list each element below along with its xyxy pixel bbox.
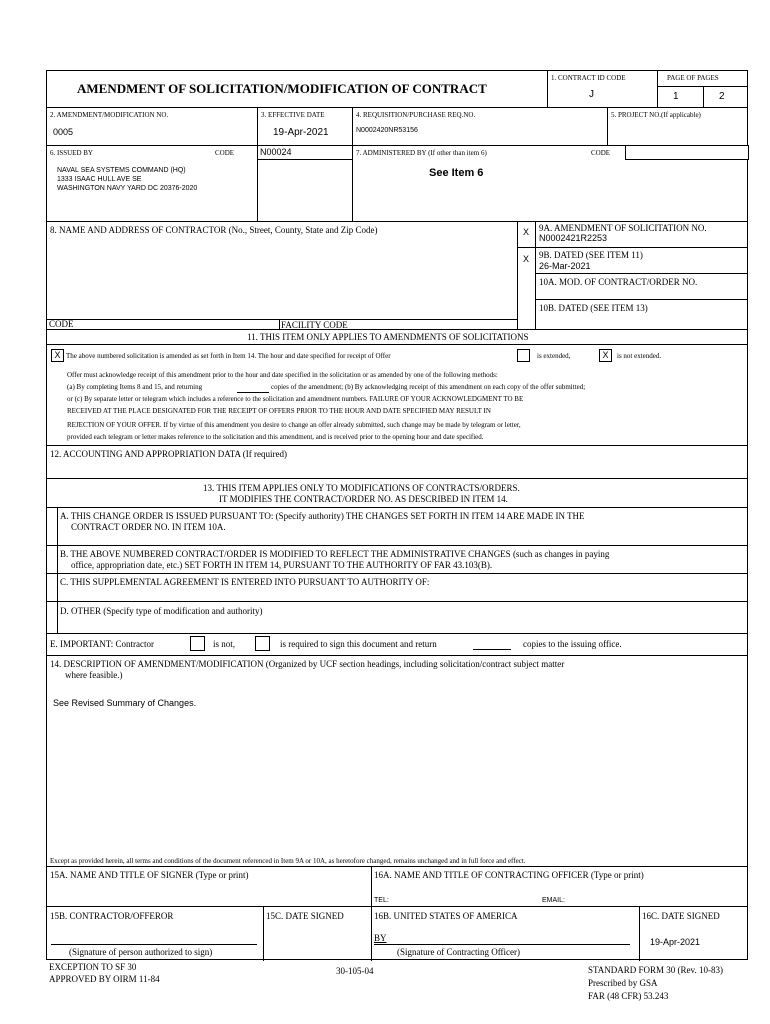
tel-label: TEL:	[374, 897, 389, 904]
officer-16a-label: 16A. NAME AND TITLE OF CONTRACTING OFFICER (Type or print)	[374, 870, 644, 880]
contractor-15b-label: 15B. CONTRACTOR/OFFEROR	[50, 911, 174, 921]
contractor-signature-line[interactable]	[51, 944, 257, 945]
usa-16b-label: 16B. UNITED STATES OF AMERICA	[374, 911, 518, 921]
project-no-label: 5. PROJECT NO.(If applicable)	[611, 111, 701, 119]
item11-para5: REJECTION OF YOUR OFFER. If by virtue of this amendment you desire to change an offer already submitted, such change may be made by telegram or letter,	[67, 421, 521, 429]
item13-heading2: IT MODIFIES THE CONTRACT/ORDER NO. AS DESCRIBED IN ITEM 14.	[219, 494, 508, 504]
item11-para3: or (c) By separate letter or telegram which includes a reference to the solicitation and amendment numbers. FAILURE OF YOUR ACKNOWLEDGMENT TO BE	[67, 395, 524, 403]
prescribed-label: Prescribed by GSA	[588, 978, 658, 988]
item13-d: D. OTHER (Specify type of modification and authority)	[60, 606, 263, 616]
is-required-text: is required to sign this document and return	[280, 639, 437, 649]
contract-id-code-label: 1. CONTRACT ID CODE	[551, 74, 626, 82]
approved-note: APPROVED BY OIRM 11-84	[49, 974, 160, 984]
item11-para2: (a) By completing Items 8 and 15, and returning	[67, 383, 203, 391]
effective-date-label: 3. EFFECTIVE DATE	[261, 111, 325, 119]
check-9a: X	[523, 227, 530, 237]
amendment-no-label: 2. AMENDMENT/MODIFICATION NO.	[50, 111, 169, 119]
contractor-label: 8. NAME AND ADDRESS OF CONTRACTOR (No., Street, County, State and Zip Code)	[50, 225, 378, 235]
dated-9b-value: 26-Mar-2021	[539, 261, 591, 271]
not-extended-checkbox[interactable]: X	[599, 349, 612, 362]
exception-note: EXCEPTION TO SF 30	[49, 962, 137, 972]
officer-signature-line[interactable]	[374, 944, 630, 945]
item11-para4: RECEIVED AT THE PLACE DESIGNATED FOR THE RECEIPT OF OFFERS PRIOR TO THE HOUR AND DATE SPECIFIED MAY RESULT IN	[67, 407, 491, 415]
page-total: 2	[719, 91, 725, 102]
is-required-checkbox[interactable]	[255, 636, 270, 651]
mod-10a-label: 10A. MOD. OF CONTRACT/ORDER NO.	[539, 277, 698, 287]
see-item-6: See Item 6	[429, 167, 484, 179]
check-9b: X	[523, 254, 530, 264]
amended-checkbox[interactable]: X	[51, 349, 64, 362]
item14-label1: 14. DESCRIPTION OF AMENDMENT/MODIFICATION (Organized by UCF section headings, including solicitation/contract subject matter	[50, 659, 565, 669]
item13-a-line2: CONTRACT ORDER NO. IN ITEM 10A.	[71, 522, 226, 532]
contractor-code-label: CODE	[49, 319, 74, 329]
issuer-address-line1: NAVAL SEA SYSTEMS COMMAND (HQ)	[57, 167, 186, 174]
item11-heading: 11. THIS ITEM ONLY APPLIES TO AMENDMENTS OF SOLICITATIONS	[247, 332, 529, 342]
item13-heading1: 13. THIS ITEM APPLIES ONLY TO MODIFICATIONS OF CONTRACTS/ORDERS.	[203, 483, 520, 493]
is-not-extended-text: is not extended.	[617, 352, 662, 360]
page-number: 1	[673, 91, 679, 102]
amendment-9a-label: 9A. AMENDMENT OF SOLICITATION NO.	[539, 223, 707, 233]
issued-by-label: 6. ISSUED BY	[50, 149, 93, 157]
far-label: FAR (48 CFR) 53.243	[588, 991, 669, 1001]
important-label: E. IMPORTANT: Contractor	[50, 639, 155, 649]
requisition-label: 4. REQUISITION/PURCHASE REQ.NO.	[356, 111, 476, 119]
item14-label2: where feasible.)	[65, 670, 123, 680]
sf30-form	[46, 70, 748, 960]
administered-by-label: 7. ADMINISTERED BY (If other than item 6)	[356, 149, 487, 157]
signer-15a-label: 15A. NAME AND TITLE OF SIGNER (Type or print)	[50, 870, 249, 880]
item11-para2b: copies of the amendment; (b) By acknowledging receipt of this amendment on each copy of the offer submitted;	[271, 383, 586, 391]
standard-form-label: STANDARD FORM 30 (Rev. 10-83)	[588, 965, 723, 975]
dated-10b-label: 10B. DATED (SEE ITEM 13)	[539, 303, 648, 313]
requisition-no: N0002420NR53156	[356, 127, 418, 134]
page-of-pages-label: PAGE OF PAGES	[667, 74, 719, 82]
item13-b-line2: office, appropriation date, etc.) SET FORTH IN ITEM 14, PURSUANT TO THE AUTHORITY OF FAR 43.103(B).	[71, 560, 493, 570]
facility-code-label: FACILITY CODE	[281, 320, 348, 330]
issued-code-label: CODE	[215, 149, 235, 157]
contract-id-code: J	[589, 89, 594, 100]
admin-code-box	[625, 145, 749, 160]
issuer-address-line2: 1333 ISAAC HULL AVE SE	[57, 176, 142, 183]
email-label: EMAIL:	[542, 897, 565, 904]
item12-label: 12. ACCOUNTING AND APPROPRIATION DATA (If required)	[50, 449, 288, 459]
is-extended-text: is extended,	[537, 352, 571, 360]
item14-body: See Revised Summary of Changes.	[53, 698, 197, 708]
item13-c: C. THIS SUPPLEMENTAL AGREEMENT IS ENTERED INTO PURSUANT TO AUTHORITY OF:	[60, 577, 430, 587]
date-16c-label: 16C. DATE SIGNED	[642, 911, 720, 921]
amendment-9a-value: N0002421R2253	[539, 233, 608, 243]
issued-code: N00024	[260, 147, 292, 157]
by-label: BY	[374, 933, 387, 943]
form-title: AMENDMENT OF SOLICITATION/MODIFICATION OF CONTRACT	[77, 81, 487, 96]
extended-checkbox[interactable]	[517, 349, 530, 362]
amendment-no: 0005	[53, 127, 74, 137]
item11-para6: provided each telegram or letter makes reference to the solicitation and this amendment, and is received prior to the opening hour and date specified.	[67, 433, 484, 441]
item13-a-line1: A. THIS CHANGE ORDER IS ISSUED PURSUANT TO: (Specify authority) THE CHANGES SET FORTH IN ITEM 14 ARE MADE IN THE	[60, 511, 585, 521]
is-not-checkbox[interactable]	[190, 636, 205, 651]
signature-officer-caption: (Signature of Contracting Officer)	[397, 947, 521, 957]
is-not-text: is not,	[213, 639, 236, 649]
item11-line1: The above numbered solicitation is amended as set forth in Item 14. The hour and date specified for receipt of Offer	[66, 352, 391, 360]
item13-b-line1: B. THE ABOVE NUMBERED CONTRACT/ORDER IS MODIFIED TO REFLECT THE ADMINISTRATIVE CHANGES (such as changes in paying	[60, 549, 610, 559]
effective-date: 19-Apr-2021	[273, 127, 329, 138]
dated-9b-label: 9B. DATED (SEE ITEM 11)	[539, 250, 643, 260]
signature-person-caption: (Signature of person authorized to sign)	[69, 947, 213, 957]
copies-text: copies to the issuing office.	[523, 639, 622, 649]
date-16c-value: 19-Apr-2021	[650, 937, 701, 947]
admin-code-label: CODE	[591, 149, 611, 157]
item11-para1: Offer must acknowledge receipt of this amendment prior to the hour and date specified in the solicitation or as amended by one of the following methods:	[67, 371, 498, 379]
form-number: 30-105-04	[336, 966, 374, 976]
item14-footer: Except as provided herein, all terms and conditions of the document referenced in Item 9A or 10A, as heretofore changed, remains unchanged and in full force and effect.	[50, 857, 526, 865]
date-15c-label: 15C. DATE SIGNED	[266, 911, 344, 921]
issuer-address-line3: WASHINGTON NAVY YARD DC 20376-2020	[57, 185, 198, 192]
